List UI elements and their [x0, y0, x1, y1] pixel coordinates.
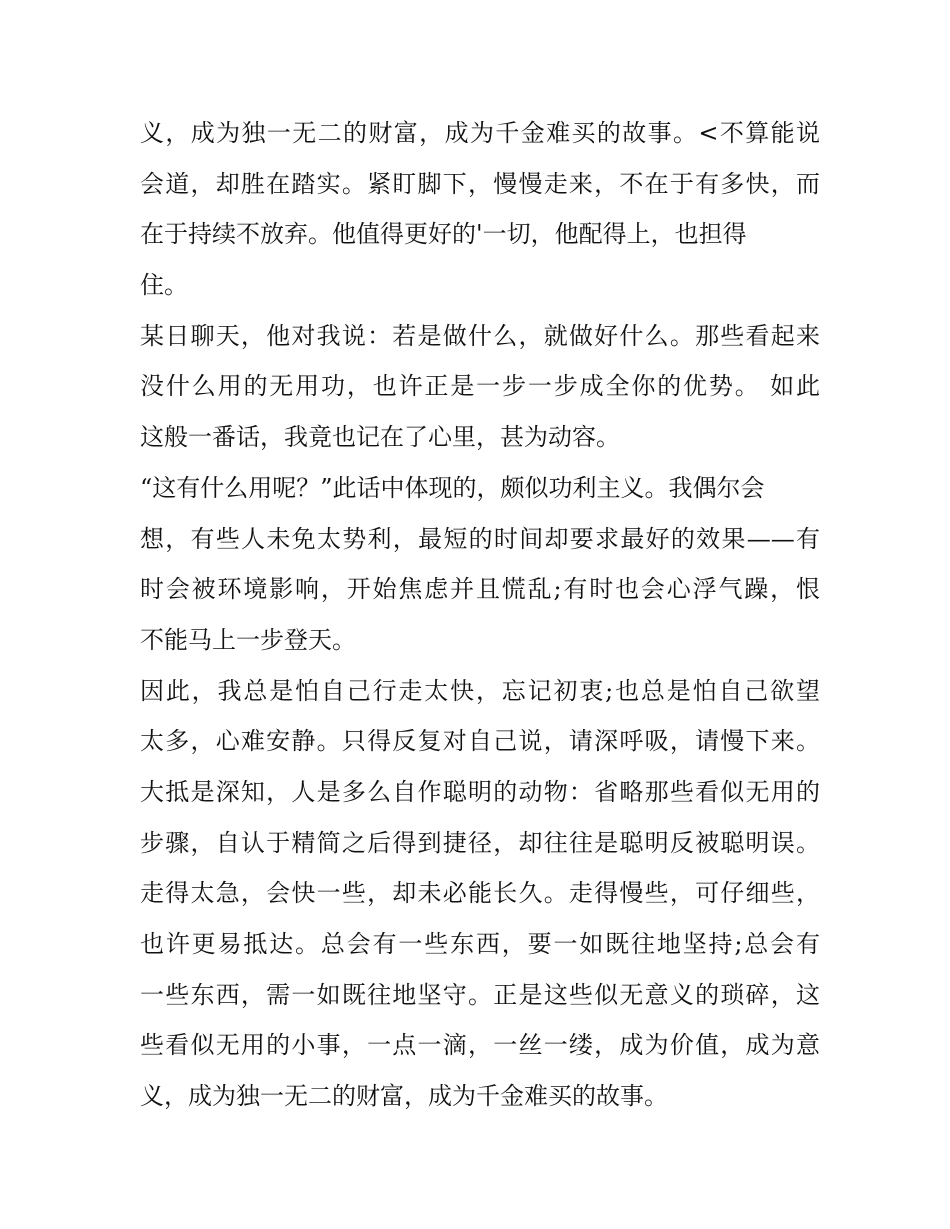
text-line-13: 太多，心难安静。只得反复对自己说，请深呼吸，请慢下来。 — [140, 727, 820, 756]
text-line-12: 因此，我总是怕自己行走太快，忘记初衷;也总是怕自己欲望 — [140, 676, 820, 705]
text-line-8: “这有什么用呢？”此话中体现的，颇似功利主义。我偶尔会 — [140, 473, 765, 502]
text-line-10: 时会被环境影响，开始焦虑并且慌乱;有时也会心浮气躁，恨 — [140, 575, 820, 604]
text-line-19: 些看似无用的小事，一点一滴，一丝一缕，成为价值，成为意 — [140, 1031, 820, 1060]
text-line-17: 也许更易抵达。总会有一些东西，要一如既往地坚持;总会有 — [140, 930, 820, 958]
document-body-text — [140, 108, 820, 1122]
text-line-11: 不能马上一步登天。 — [140, 625, 356, 654]
text-line-16: 走得太急，会快一些，却未必能长久。走得慢些，可仔细些， — [140, 879, 820, 908]
text-line-3: 在于持续不放弃。他值得更好的'一切，他配得上，也担得 — [140, 220, 747, 249]
text-line-7: 这般一番话，我竟也记在了心里，甚为动容。 — [140, 423, 620, 452]
text-line-6: 没什么用的无用功，也许正是一步一步成全你的优势。 如此 — [140, 372, 820, 401]
text-line-20: 义，成为独一无二的财富，成为千金难买的故事。 — [140, 1082, 668, 1111]
text-line-1: 义，成为独一无二的财富，成为千金难买的故事。<不算能说 — [140, 119, 820, 147]
text-line-14: 大抵是深知，人是多么自作聪明的动物：省略那些看似无用的 — [140, 777, 820, 806]
text-line-9: 想，有些人未免太势利，最短的时间却要求最好的效果——有 — [140, 524, 820, 553]
text-line-4: 住。 — [140, 271, 188, 300]
text-line-5: 某日聊天，他对我说：若是做什么，就做好什么。那些看起来 — [140, 321, 820, 350]
text-line-2: 会道，却胜在踏实。紧盯脚下，慢慢走来，不在于有多快，而 — [140, 169, 820, 198]
text-line-18: 一些东西，需一如既往地坚守。正是这些似无意义的琐碎，这 — [140, 980, 820, 1009]
text-line-15: 步骤，自认于精简之后得到捷径，却往往是聪明反被聪明误。 — [140, 828, 820, 857]
